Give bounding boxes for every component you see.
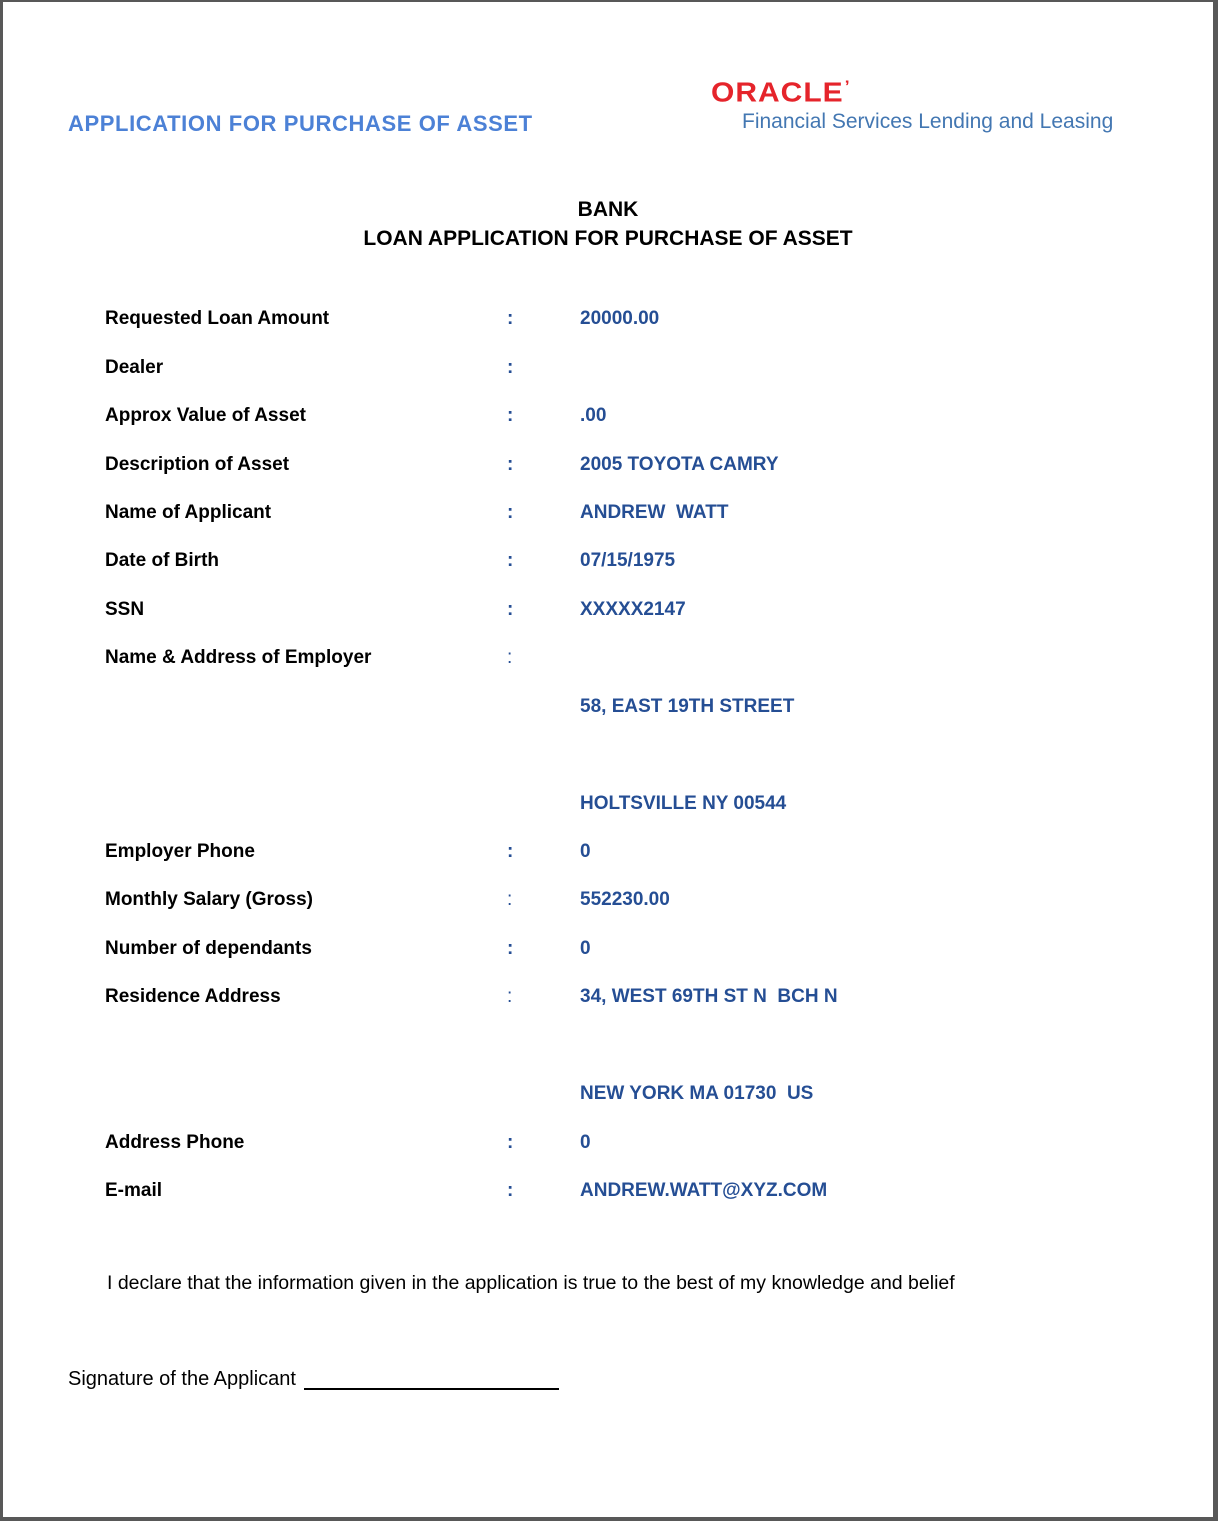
- field-colon: :: [507, 501, 514, 523]
- declaration-text: I declare that the information given in the application is true to the best of my knowledge and belief: [107, 1272, 955, 1294]
- field-value: 07/15/1975: [580, 550, 676, 572]
- field-label: Number of dependants: [105, 937, 312, 959]
- form-fields: [105, 295, 1145, 1215]
- form-row: [105, 683, 1145, 731]
- field-colon: :: [507, 405, 514, 427]
- field-label: Residence Address: [105, 986, 281, 1008]
- oracle-logo: [711, 72, 1113, 134]
- signature-row: [68, 1368, 559, 1391]
- form-row: [105, 925, 1145, 973]
- form-row: [105, 1070, 1145, 1118]
- brand-tagline: Financial Services Lending and Leasing: [742, 110, 1114, 133]
- field-value: 0: [580, 841, 591, 863]
- field-colon: :: [507, 1180, 514, 1202]
- form-row: [105, 731, 1145, 779]
- field-colon: :: [507, 308, 514, 330]
- field-colon: :: [507, 986, 513, 1008]
- field-label: Employer Phone: [105, 841, 255, 863]
- field-label: Description of Asset: [105, 453, 290, 475]
- field-value: 0: [580, 1131, 591, 1153]
- form-row: [105, 1118, 1145, 1166]
- signature-line: [304, 1374, 559, 1390]
- field-colon: :: [507, 841, 514, 863]
- form-row: [105, 779, 1145, 827]
- form-title-bank-line: BANK: [577, 198, 639, 221]
- field-label: Dealer: [105, 356, 164, 378]
- field-label: Address Phone: [105, 1131, 245, 1153]
- field-label: SSN: [105, 598, 145, 620]
- field-value: 0: [580, 937, 591, 959]
- form-title-loan-line: LOAN APPLICATION FOR PURCHASE OF ASSET: [363, 227, 853, 250]
- form-row: [105, 295, 1145, 343]
- oracle-wordmark-text: ORACLE: [711, 77, 844, 108]
- trademark-icon: ’: [844, 77, 851, 96]
- field-label: Requested Loan Amount: [105, 308, 330, 330]
- field-colon: :: [507, 937, 514, 959]
- field-value: 20000.00: [580, 308, 660, 330]
- form-row: [105, 489, 1145, 537]
- field-value: 58, EAST 19TH STREET: [580, 695, 795, 717]
- field-value: NEW YORK MA 01730 US: [580, 1083, 814, 1105]
- field-colon: :: [507, 598, 514, 620]
- field-label: E-mail: [105, 1180, 163, 1202]
- field-value: HOLTSVILLE NY 00544: [580, 792, 787, 814]
- field-colon: :: [507, 453, 514, 475]
- form-title: [3, 195, 1213, 253]
- form-row: [105, 586, 1145, 634]
- oracle-wordmark: [711, 72, 1113, 108]
- field-value: XXXXX2147: [580, 598, 686, 620]
- field-colon: :: [507, 647, 513, 669]
- form-row: [105, 343, 1145, 391]
- field-value: 34, WEST 69TH ST N BCH N: [580, 986, 838, 1008]
- page-title: APPLICATION FOR PURCHASE OF ASSET: [68, 111, 533, 136]
- field-label: Date of Birth: [105, 550, 219, 572]
- field-label: Monthly Salary (Gross): [105, 889, 313, 911]
- field-label: Approx Value of Asset: [105, 405, 306, 427]
- form-row: [105, 1167, 1145, 1215]
- form-row: [105, 1022, 1145, 1070]
- field-label: Name & Address of Employer: [105, 647, 372, 669]
- form-row: [105, 876, 1145, 924]
- form-row: [105, 973, 1145, 1021]
- form-row: [105, 634, 1145, 682]
- field-value: 2005 TOYOTA CAMRY: [580, 453, 779, 475]
- form-row: [105, 440, 1145, 488]
- signature-label: Signature of the Applicant: [68, 1368, 296, 1390]
- field-colon: :: [507, 889, 513, 911]
- form-row: [105, 537, 1145, 585]
- field-value: .00: [580, 405, 607, 427]
- field-value: 552230.00: [580, 889, 670, 911]
- field-colon: :: [507, 1131, 514, 1153]
- field-colon: :: [507, 550, 514, 572]
- form-row: [105, 828, 1145, 876]
- form-row: [105, 392, 1145, 440]
- field-value: ANDREW.WATT@XYZ.COM: [580, 1180, 828, 1202]
- field-colon: :: [507, 356, 514, 378]
- field-label: Name of Applicant: [105, 501, 272, 523]
- field-value: ANDREW WATT: [580, 501, 729, 523]
